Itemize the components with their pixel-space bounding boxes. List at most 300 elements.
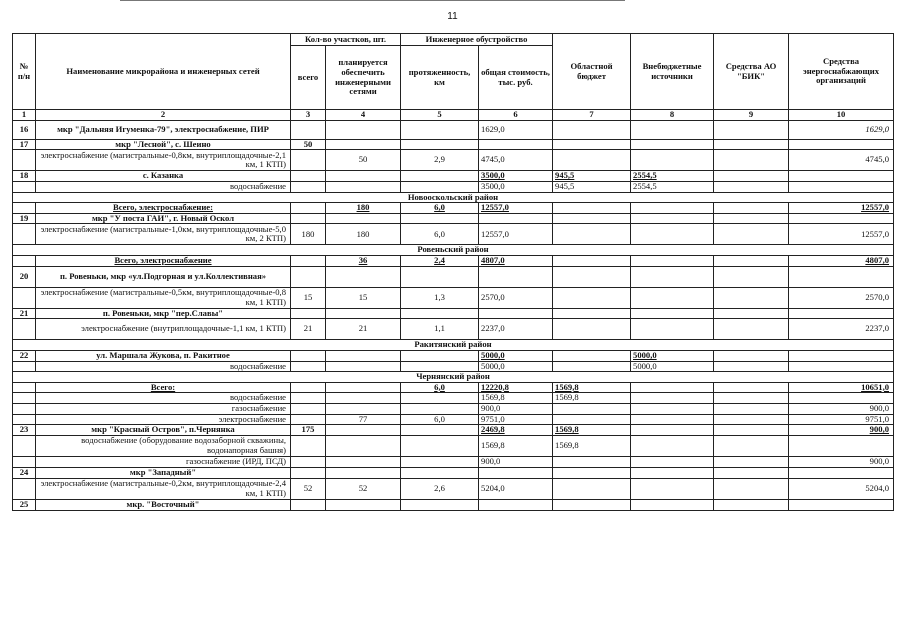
row-value: 6,0 — [401, 203, 479, 214]
row-value — [291, 171, 326, 182]
district-header-row — [13, 192, 894, 203]
column-number: 10 — [789, 110, 894, 121]
row-name: электроснабжение (магистральные-0,8км, внутриплощадочные-2,1 км, 1 КТП) — [36, 150, 291, 171]
row-value: 945,5 — [553, 181, 631, 192]
row-value: 3500,0 — [479, 171, 553, 182]
header-infra-group: Инженерное обустройство — [401, 34, 553, 46]
row-value: 12557,0 — [789, 203, 894, 214]
row-value: 2237,0 — [479, 319, 553, 340]
row-value — [714, 425, 789, 436]
row-value: 15 — [326, 287, 401, 308]
row-value — [714, 308, 789, 319]
row-value: 12557,0 — [479, 203, 553, 214]
row-value — [714, 350, 789, 361]
row-value — [401, 139, 479, 150]
row-value — [631, 478, 714, 499]
column-number: 1 — [13, 110, 36, 121]
row-number — [13, 150, 36, 171]
row-value: 50 — [326, 150, 401, 171]
row-value — [326, 435, 401, 456]
row-value: 6,0 — [401, 382, 479, 393]
header-energy: Средства энергоснабжающих организаций — [789, 34, 894, 110]
row-value — [789, 308, 894, 319]
row-name: п. Ровеньки, мкр «ул.Подгорная и ул.Коллективная» — [36, 266, 291, 287]
row-value — [789, 435, 894, 456]
row-value — [553, 499, 631, 510]
row-name: водоснабжение (оборудование водозаборной скважины, водонапорная башня) — [36, 435, 291, 456]
column-number: 3 — [291, 110, 326, 121]
row-value — [631, 256, 714, 267]
row-number: 22 — [13, 350, 36, 361]
top-rule — [120, 0, 625, 1]
row-value — [714, 266, 789, 287]
row-value — [714, 414, 789, 425]
row-number — [13, 361, 36, 372]
row-value — [326, 213, 401, 224]
row-value — [553, 478, 631, 499]
row-value: 52 — [326, 478, 401, 499]
row-value: 175 — [291, 425, 326, 436]
row-value — [553, 308, 631, 319]
row-value — [291, 435, 326, 456]
row-value — [401, 404, 479, 415]
row-value — [714, 213, 789, 224]
header-plots-group: Кол-во участков, шт. — [291, 34, 401, 46]
row-value: 5000,0 — [631, 350, 714, 361]
row-name: мкр "Красный Остров", п.Чернянка — [36, 425, 291, 436]
row-value: 180 — [326, 203, 401, 214]
row-value — [714, 120, 789, 139]
header-plots-planned: планируется обеспечить инженерными сетями — [326, 46, 401, 110]
header-length: протяженность, км — [401, 46, 479, 110]
row-value — [326, 181, 401, 192]
row-value — [401, 171, 479, 182]
row-value — [401, 467, 479, 478]
row-number: 18 — [13, 171, 36, 182]
row-number — [13, 382, 36, 393]
row-value — [553, 404, 631, 415]
row-value — [631, 139, 714, 150]
row-value: 1569,8 — [553, 382, 631, 393]
row-name: Всего, электроснабжение: — [36, 203, 291, 214]
row-value — [714, 435, 789, 456]
row-value — [631, 150, 714, 171]
header-plots-total: всего — [291, 46, 326, 110]
row-value — [291, 213, 326, 224]
row-number — [13, 393, 36, 404]
row-value — [401, 181, 479, 192]
header-name: Наименование микрорайона и инженерных сетей — [36, 34, 291, 110]
row-value — [401, 350, 479, 361]
row-number — [13, 478, 36, 499]
row-value — [291, 361, 326, 372]
row-value — [553, 213, 631, 224]
row-value — [789, 213, 894, 224]
row-value: 5204,0 — [789, 478, 894, 499]
row-number — [13, 456, 36, 467]
row-value — [401, 120, 479, 139]
table-body — [13, 110, 894, 511]
row-value: 5000,0 — [479, 350, 553, 361]
row-value: 1629,0 — [789, 120, 894, 139]
row-name: мкр "Лесной", с. Шеино — [36, 139, 291, 150]
row-value — [789, 467, 894, 478]
row-number — [13, 256, 36, 267]
row-number — [13, 404, 36, 415]
row-value: 10651,0 — [789, 382, 894, 393]
row-value — [631, 308, 714, 319]
district-header-row — [13, 340, 894, 351]
row-number: 23 — [13, 425, 36, 436]
row-value — [479, 308, 553, 319]
row-value — [326, 171, 401, 182]
row-value: 9751,0 — [479, 414, 553, 425]
column-number: 9 — [714, 110, 789, 121]
row-value: 2570,0 — [479, 287, 553, 308]
table-row — [13, 456, 894, 467]
column-number: 5 — [401, 110, 479, 121]
row-value: 900,0 — [479, 404, 553, 415]
row-value: 1569,8 — [553, 435, 631, 456]
row-value — [326, 499, 401, 510]
row-value — [631, 203, 714, 214]
table-row — [13, 150, 894, 171]
row-value: 2,4 — [401, 256, 479, 267]
row-value — [553, 456, 631, 467]
row-value: 1629,0 — [479, 120, 553, 139]
row-value — [401, 361, 479, 372]
row-value — [631, 499, 714, 510]
row-value — [789, 266, 894, 287]
row-value — [553, 203, 631, 214]
row-value — [553, 414, 631, 425]
row-value — [291, 350, 326, 361]
row-value — [326, 393, 401, 404]
row-number: 21 — [13, 308, 36, 319]
column-number: 2 — [36, 110, 291, 121]
row-value — [553, 256, 631, 267]
table-row — [13, 414, 894, 425]
row-name: мкр "Дальняя Игуменка-79", электроснабжение, ПИР — [36, 120, 291, 139]
row-value — [326, 456, 401, 467]
row-value — [631, 414, 714, 425]
row-value — [479, 499, 553, 510]
table-row — [13, 256, 894, 267]
table-row — [13, 382, 894, 393]
row-number — [13, 203, 36, 214]
table-row — [13, 139, 894, 150]
row-value: 3500,0 — [479, 181, 553, 192]
row-value: 1,3 — [401, 287, 479, 308]
row-value — [401, 266, 479, 287]
row-value — [326, 467, 401, 478]
column-number: 8 — [631, 110, 714, 121]
table-row — [13, 203, 894, 214]
row-value — [479, 213, 553, 224]
row-value — [401, 425, 479, 436]
row-value: 2469,8 — [479, 425, 553, 436]
row-value: 36 — [326, 256, 401, 267]
row-value — [631, 224, 714, 245]
row-value — [291, 393, 326, 404]
table-row — [13, 435, 894, 456]
row-value — [401, 393, 479, 404]
row-name: газоснабжение (ИРД, ПСД) — [36, 456, 291, 467]
header-extra: Внебюджетные источники — [631, 34, 714, 110]
district-header-row — [13, 245, 894, 256]
row-value — [714, 361, 789, 372]
row-value — [714, 382, 789, 393]
row-value: 21 — [326, 319, 401, 340]
row-value — [631, 266, 714, 287]
row-value — [401, 499, 479, 510]
row-value: 5000,0 — [631, 361, 714, 372]
row-value — [789, 350, 894, 361]
row-value — [789, 393, 894, 404]
row-value: 1569,8 — [553, 425, 631, 436]
row-value: 1,1 — [401, 319, 479, 340]
row-value: 1569,8 — [479, 435, 553, 456]
table-row — [13, 319, 894, 340]
row-value: 4745,0 — [479, 150, 553, 171]
row-value: 180 — [326, 224, 401, 245]
row-name: с. Казанка — [36, 171, 291, 182]
row-number: 19 — [13, 213, 36, 224]
row-value: 900,0 — [789, 425, 894, 436]
table-row — [13, 181, 894, 192]
row-value — [553, 150, 631, 171]
row-value: 2,9 — [401, 150, 479, 171]
row-value — [631, 213, 714, 224]
row-value — [553, 467, 631, 478]
row-value: 4807,0 — [479, 256, 553, 267]
row-value — [631, 382, 714, 393]
row-value — [326, 139, 401, 150]
table-row — [13, 171, 894, 182]
row-value — [553, 287, 631, 308]
row-value — [631, 393, 714, 404]
row-value: 2237,0 — [789, 319, 894, 340]
row-value — [714, 287, 789, 308]
page-number: 11 — [447, 11, 458, 22]
row-value: 2,6 — [401, 478, 479, 499]
row-value: 12557,0 — [789, 224, 894, 245]
row-value — [714, 393, 789, 404]
row-value — [291, 499, 326, 510]
row-value — [714, 256, 789, 267]
row-value — [553, 224, 631, 245]
row-value: 1569,8 — [479, 393, 553, 404]
row-value — [479, 467, 553, 478]
row-value — [553, 266, 631, 287]
row-value — [631, 435, 714, 456]
row-value — [714, 319, 789, 340]
column-number-row — [13, 110, 894, 121]
row-value: 900,0 — [789, 404, 894, 415]
row-value: 77 — [326, 414, 401, 425]
district-header-row — [13, 372, 894, 383]
row-value — [714, 203, 789, 214]
row-value: 2554,5 — [631, 171, 714, 182]
row-value — [631, 404, 714, 415]
row-value: 9751,0 — [789, 414, 894, 425]
row-value: 12220,8 — [479, 382, 553, 393]
row-value — [789, 361, 894, 372]
row-number: 16 — [13, 120, 36, 139]
row-value — [479, 266, 553, 287]
row-value: 5000,0 — [479, 361, 553, 372]
row-value — [789, 499, 894, 510]
row-value — [401, 456, 479, 467]
row-name: электроснабжение — [36, 414, 291, 425]
district-name: Новооскольский район — [13, 192, 894, 203]
row-value: 900,0 — [479, 456, 553, 467]
row-value — [291, 150, 326, 171]
row-value — [291, 404, 326, 415]
row-value — [789, 181, 894, 192]
row-value — [291, 256, 326, 267]
row-value: 6,0 — [401, 414, 479, 425]
row-number — [13, 181, 36, 192]
row-value — [631, 287, 714, 308]
row-value: 50 — [291, 139, 326, 150]
row-value — [631, 467, 714, 478]
row-name: ул. Маршала Жукова, п. Ракитное — [36, 350, 291, 361]
row-value — [291, 266, 326, 287]
row-number: 17 — [13, 139, 36, 150]
table-row — [13, 361, 894, 372]
district-name: Ровеньский район — [13, 245, 894, 256]
row-value — [326, 266, 401, 287]
row-value — [291, 203, 326, 214]
table-row — [13, 308, 894, 319]
table-row — [13, 478, 894, 499]
row-value: 900,0 — [789, 456, 894, 467]
row-value — [714, 171, 789, 182]
row-number: 25 — [13, 499, 36, 510]
row-value: 180 — [291, 224, 326, 245]
row-name: Всего: — [36, 382, 291, 393]
row-name: водоснабжение — [36, 361, 291, 372]
row-value: 4745,0 — [789, 150, 894, 171]
row-value: 945,5 — [553, 171, 631, 182]
row-value — [714, 456, 789, 467]
row-value — [326, 120, 401, 139]
row-value: 6,0 — [401, 224, 479, 245]
row-value — [714, 478, 789, 499]
row-value — [714, 404, 789, 415]
table-row — [13, 120, 894, 139]
row-value — [401, 308, 479, 319]
row-value: 52 — [291, 478, 326, 499]
row-value: 15 — [291, 287, 326, 308]
row-value — [553, 139, 631, 150]
row-value: 21 — [291, 319, 326, 340]
row-value — [553, 319, 631, 340]
row-value — [714, 224, 789, 245]
row-value — [714, 181, 789, 192]
row-value — [326, 350, 401, 361]
row-value — [631, 456, 714, 467]
row-value — [291, 456, 326, 467]
row-number: 20 — [13, 266, 36, 287]
row-number — [13, 224, 36, 245]
row-value: 2554,5 — [631, 181, 714, 192]
row-name: электроснабжение (внутриплощадочные-1,1 км, 1 КТП) — [36, 319, 291, 340]
column-number: 7 — [553, 110, 631, 121]
row-value: 5204,0 — [479, 478, 553, 499]
table-row — [13, 404, 894, 415]
table-row — [13, 224, 894, 245]
row-value — [291, 181, 326, 192]
row-value — [631, 319, 714, 340]
row-value — [326, 382, 401, 393]
row-number — [13, 414, 36, 425]
row-name: водоснабжение — [36, 181, 291, 192]
table-row — [13, 425, 894, 436]
row-value — [631, 120, 714, 139]
row-value — [291, 382, 326, 393]
row-name: мкр "У поста ГАИ", г. Новый Оскол — [36, 213, 291, 224]
row-value — [553, 350, 631, 361]
row-value — [326, 425, 401, 436]
program-table — [12, 33, 894, 511]
row-value — [714, 467, 789, 478]
row-value — [291, 467, 326, 478]
row-value: 4807,0 — [789, 256, 894, 267]
table-row — [13, 213, 894, 224]
row-value — [714, 139, 789, 150]
row-number — [13, 435, 36, 456]
row-value — [714, 499, 789, 510]
row-value — [326, 361, 401, 372]
row-number: 24 — [13, 467, 36, 478]
row-name: водоснабжение — [36, 393, 291, 404]
row-value — [401, 435, 479, 456]
row-value: 2570,0 — [789, 287, 894, 308]
row-number — [13, 319, 36, 340]
district-name: Чернянский район — [13, 372, 894, 383]
row-value — [553, 361, 631, 372]
row-value — [714, 150, 789, 171]
row-value — [326, 404, 401, 415]
column-number: 4 — [326, 110, 401, 121]
row-value — [291, 308, 326, 319]
header-cost: общая стоимость, тыс. руб. — [479, 46, 553, 110]
row-value — [291, 120, 326, 139]
row-value: 12557,0 — [479, 224, 553, 245]
table-row — [13, 393, 894, 404]
row-name: Всего, электроснабжение — [36, 256, 291, 267]
row-value — [631, 425, 714, 436]
header-num: № п/н — [13, 34, 36, 110]
table-row — [13, 287, 894, 308]
row-name: мкр. "Восточный" — [36, 499, 291, 510]
district-name: Ракитянский район — [13, 340, 894, 351]
table-row — [13, 266, 894, 287]
row-value — [401, 213, 479, 224]
row-value — [553, 120, 631, 139]
row-name: газоснабжение — [36, 404, 291, 415]
row-name: электроснабжение (магистральные-1,0км, внутриплощадочные-5,0 км, 2 КТП) — [36, 224, 291, 245]
table-row — [13, 467, 894, 478]
row-name: п. Ровеньки, мкр "пер.Славы" — [36, 308, 291, 319]
row-value — [789, 139, 894, 150]
column-number: 6 — [479, 110, 553, 121]
row-value — [479, 139, 553, 150]
header-regional: Областной бюджет — [553, 34, 631, 110]
row-value — [326, 308, 401, 319]
